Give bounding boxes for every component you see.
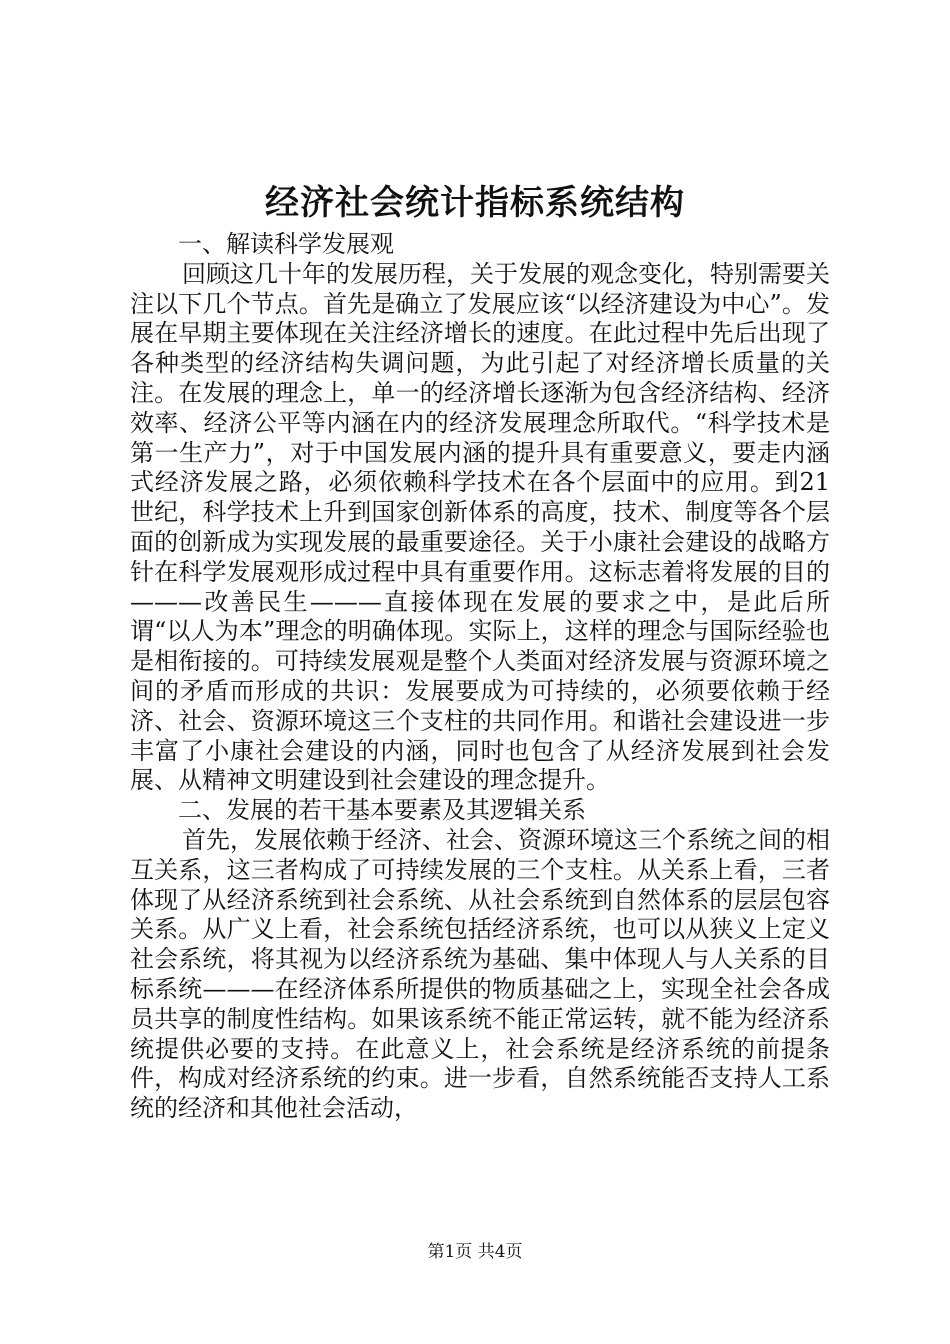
- document-title: 经济社会统计指标系统结构: [265, 183, 685, 223]
- page-footer: 第1页 共4页: [427, 1242, 523, 1262]
- section-paragraph-1: 回顾这几十年的发展历程，关于发展的观念变化，特别需要关注以下几个节点。首先是确立了发展应该“以经济建设为中心”。发展在早期主要体现在关注经济增长的速度。在此过程中先后出现了各种类型的经济结构失调问题，为此引起了对经济增长质量的关注。在发展的理念上，单一的经济增长逐渐为包含经济结构、经济效率、经济公平等内涵在内的经济发展理念所取代。“科学技术是第一生产力”，对于中国发展内涵的提升具有重要意义，要走内涵式经济发展之路，必须依赖科学技术在各个层面中的应用。到21世纪，科学技术上升到国家创新体系的高度，技术、制度等各个层面的创新成为实现发展的最重要途径。关于小康社会建设的战略方针在科学发展观形成过程中具有重要作用。这标志着将发展的目的———改善民生———直接体现在发展的要求之中，是此后所谓“以人为本”理念的明确体现。实际上，这样的理念与国际经验也是相衔接的。可持续发展观是整个人类面对经济发展与资源环境之间的矛盾而形成的共识：发展要成为可持续的，必须要依赖于经济、社会、资源环境这三个支柱的共同作用。和谐社会建设进一步丰富了小康社会建设的内涵，同时也包含了从经济发展到社会发展、从精神文明建设到社会建设的理念提升。: [130, 259, 830, 795]
- section-heading-2: 二、发展的若干基本要素及其逻辑关系: [178, 796, 586, 825]
- section-heading-1: 一、解读科学发展观: [178, 230, 394, 258]
- document-body: [130, 230, 830, 1124]
- section-paragraph-2: 首先，发展依赖于经济、社会、资源环境这三个系统之间的相互关系，这三者构成了可持续发展的三个支柱。从关系上看，三者体现了从经济系统到社会系统、从社会系统到自然体系的层层包容关系。从广义上看，社会系统包括经济系统，也可以从狭义上定义社会系统，将其视为以经济系统为基础、集中体现人与人关系的目标系统———在经济体系所提供的物质基础之上，实现全社会各成员共享的制度性结构。如果该系统不能正常运转，就不能为经济系统提供必要的支持。在此意义上，社会系统是经济系统的前提条件，构成对经济系统的约束。进一步看，自然系统能否支持人工系统的经济和其他社会活动，: [130, 825, 830, 1123]
